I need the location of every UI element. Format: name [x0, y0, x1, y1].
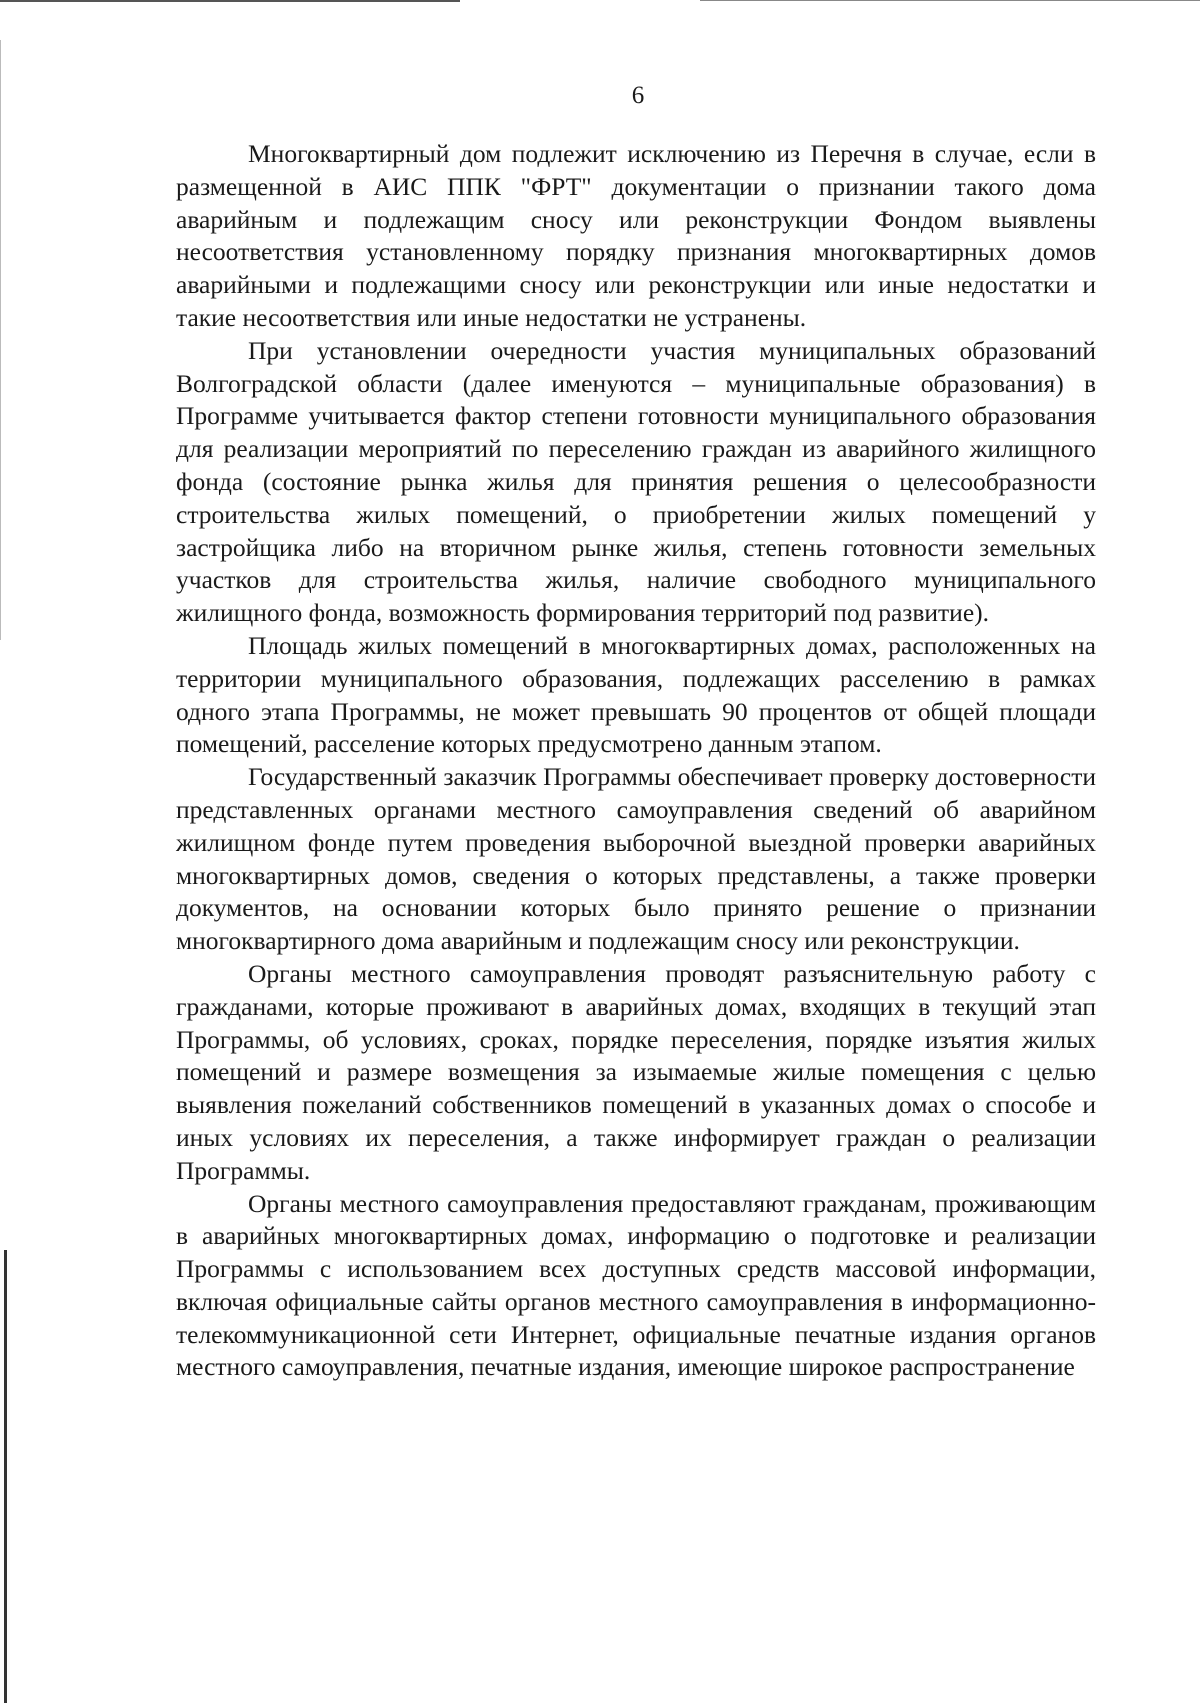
paragraph-verification: Государственный заказчик Программы обеспечивает проверку достоверности представленных органами местного самоуправления сведений об аварийном жилищном фонде путем проведения выборочной выездной проверки аварийных многоквартирных домов, сведения о которых представлены, а также проверки документов, на основании которых было принято решение о признании многоквартирного дома аварийным и подлежащим сносу или реконструкции.	[176, 762, 1096, 956]
paragraph-area-limit: Площадь жилых помещений в многоквартирных домах, расположенных на территории муниципального образования, подлежащих расселению в рамках одного этапа Программы, не может превышать 90 процентов от общей площади помещений, расселение которых предусмотрено данным этапом.	[176, 630, 1096, 759]
scan-edge-left	[4, 1250, 7, 1703]
paragraph-priority: При установлении очередности участия муниципальных образований Волгоградской области (далее именуются – муниципальные образования) в Программе учитывается фактор степени готовности муниципального образования для реализации мероприятий по переселению граждан из аварийного жилищного фонда (состояние рынка жилья для принятия решения о целесообразности строительства жилых помещений, о приобретении жилых помещений у застройщика либо на вторичном рынке жилья, степень готовности земельных участков для строительства жилья, наличие свободного муниципального жилищного фонда, возможность формирования территорий под развитие).	[176, 335, 1096, 628]
paragraph-explanatory-work: Органы местного самоуправления проводят разъяснительную работу с гражданами, которые проживают в аварийных домах, входящих в текущий этап Программы, об условиях, сроках, порядке переселения, порядке изъятия жилых помещений и размере возмещения за изымаемые жилые помещения с целью выявления пожеланий собственников помещений в указанных домах о способе и иных условиях их переселения, а также информирует граждан о реализации Программы.	[176, 958, 1096, 1185]
page-number: 6	[631, 82, 645, 109]
paragraph-exclusion: Многоквартирный дом подлежит исключению из Перечня в случае, если в размещенной в АИС ППК "ФРТ" документации о признании такого дома аварийным и подлежащим сносу или реконструкции Фондом выявлены несоответствия установленному порядку признания многоквартирных домов аварийными и подлежащими сносу или реконструкции или иные недостатки и такие несоответствия или иные недостатки не устранены.	[176, 139, 1096, 332]
document-body	[176, 138, 1096, 1384]
scan-edge-top	[0, 0, 460, 2]
scan-edge-top-right	[700, 0, 1200, 1]
paragraph-information: Органы местного самоуправления предоставляют гражданам, проживающим в аварийных многоквартирных домах, информацию о подготовке и реализации Программы с использованием всех доступных средств массовой информации, включая официальные сайты органов местного самоуправления в информационно-телекоммуникационной сети Интернет, официальные печатные издания органов местного самоуправления, печатные издания, имеющие широкое распространение	[176, 1188, 1096, 1382]
scan-edge-left-faint	[0, 40, 1, 640]
